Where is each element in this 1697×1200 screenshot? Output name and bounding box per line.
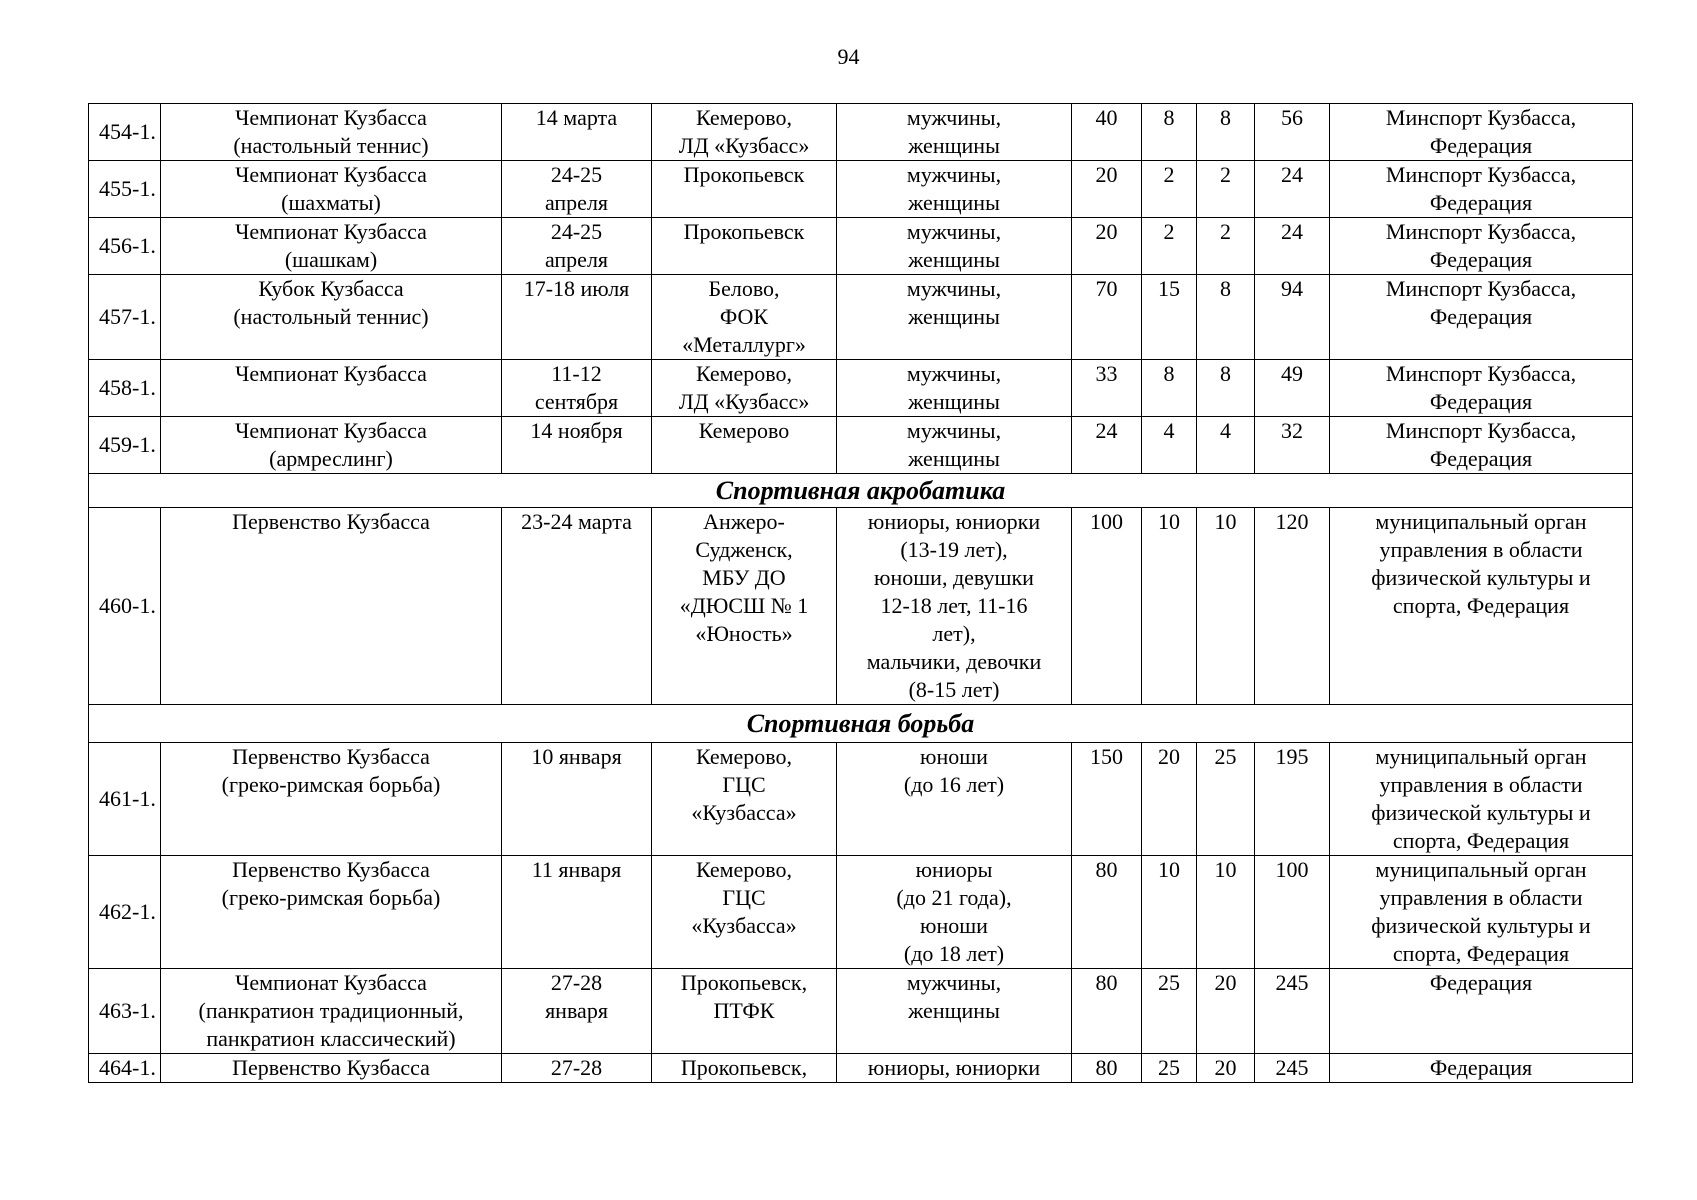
event-name — [161, 104, 502, 161]
event-organizer-line: физической культуры и — [1371, 913, 1591, 938]
event-participants-line: юноши — [920, 913, 988, 938]
count-total: 195 — [1255, 743, 1330, 856]
event-participants-line: (8-15 лет) — [908, 677, 1000, 702]
page-number: 94 — [837, 44, 860, 69]
table-row — [89, 743, 1633, 856]
event-name-line: Первенство Кузбасса — [232, 509, 430, 534]
count-2: 10 — [1142, 508, 1197, 705]
event-number: 454-1. — [89, 104, 161, 161]
count-2: 20 — [1142, 743, 1197, 856]
event-place-line: «Металлург» — [682, 332, 806, 357]
event-organizer-line: физической культуры и — [1371, 565, 1591, 590]
event-participants-line: мальчики, девочки — [866, 649, 1042, 674]
event-name-line: Чемпионат Кузбасса — [235, 162, 427, 187]
event-place-line: ПТФК — [713, 998, 775, 1023]
event-place-line: ГЦС — [722, 772, 766, 797]
event-participants — [837, 218, 1072, 275]
count-2: 15 — [1142, 275, 1197, 360]
event-organizer-line: Минспорт Кузбасса, — [1385, 276, 1577, 301]
event-organizer-line: управления в области — [1379, 537, 1583, 562]
section-title: Спортивная акробатика — [89, 474, 1633, 508]
event-place — [652, 969, 837, 1054]
count-total: 24 — [1255, 218, 1330, 275]
event-place-line: Прокопьевск — [683, 162, 805, 187]
event-number: 462-1. — [89, 856, 161, 969]
event-name — [161, 218, 502, 275]
event-place-line: Кемерово, — [695, 105, 793, 130]
schedule-table — [88, 103, 1633, 1083]
event-place-line: Кемерово, — [695, 744, 793, 769]
table-row — [89, 360, 1633, 417]
event-name-line: Чемпионат Кузбасса — [235, 418, 427, 443]
event-place-line: Прокопьевск — [683, 219, 805, 244]
event-place-line: «Юность» — [695, 621, 793, 646]
count-3: 25 — [1197, 743, 1255, 856]
count-1: 20 — [1072, 161, 1142, 218]
count-total: 56 — [1255, 104, 1330, 161]
event-organizer-line: Федерация — [1429, 970, 1533, 995]
event-place-line: Кемерово, — [695, 361, 793, 386]
count-2: 25 — [1142, 1054, 1197, 1083]
count-total: 245 — [1255, 969, 1330, 1054]
event-name-line: Чемпионат Кузбасса — [235, 105, 427, 130]
event-date — [502, 743, 652, 856]
table-row — [89, 417, 1633, 474]
count-3: 20 — [1197, 1054, 1255, 1083]
event-participants — [837, 856, 1072, 969]
event-participants-line: мужчины, — [906, 361, 1002, 386]
event-place-line: ЛД «Кузбасс» — [678, 133, 810, 158]
count-total: 94 — [1255, 275, 1330, 360]
event-organizer-line: спорта, Федерация — [1392, 593, 1570, 618]
event-place — [652, 508, 837, 705]
event-name-line: (шахматы) — [281, 190, 381, 215]
event-participants-line: юниоры, юниорки — [867, 1055, 1041, 1080]
event-place-line: Анжеро- — [703, 509, 785, 534]
event-organizer-line: управления в области — [1379, 772, 1583, 797]
event-participants-line: лет), — [932, 621, 976, 646]
event-organizer-line: Минспорт Кузбасса, — [1385, 162, 1577, 187]
event-participants — [837, 275, 1072, 360]
event-date — [502, 275, 652, 360]
event-name — [161, 856, 502, 969]
event-participants — [837, 161, 1072, 218]
event-place-line: Кемерово, — [695, 857, 793, 882]
count-2: 2 — [1142, 161, 1197, 218]
event-date-line: января — [545, 998, 608, 1023]
event-participants — [837, 1054, 1072, 1083]
count-total: 32 — [1255, 417, 1330, 474]
event-participants — [837, 969, 1072, 1054]
event-number: 455-1. — [89, 161, 161, 218]
event-organizer-line: Минспорт Кузбасса, — [1385, 219, 1577, 244]
event-participants-line: мужчины, — [906, 276, 1002, 301]
event-date-line: 23-24 марта — [521, 509, 632, 534]
event-participants-line: женщины — [908, 998, 1000, 1023]
count-1: 24 — [1072, 417, 1142, 474]
event-place — [652, 161, 837, 218]
event-organizer — [1330, 508, 1633, 705]
event-name-line: Чемпионат Кузбасса — [235, 219, 427, 244]
event-organizer-line: управления в области — [1379, 885, 1583, 910]
event-participants-line: мужчины, — [906, 970, 1002, 995]
count-1: 40 — [1072, 104, 1142, 161]
event-organizer-line: Минспорт Кузбасса, — [1385, 105, 1577, 130]
event-name-line: (настольный теннис) — [233, 133, 429, 158]
event-organizer-line: Федерация — [1429, 190, 1533, 215]
event-number: 463-1. — [89, 969, 161, 1054]
event-name-line: Первенство Кузбасса — [232, 744, 430, 769]
event-participants-line: мужчины, — [906, 105, 1002, 130]
event-organizer — [1330, 161, 1633, 218]
event-name — [161, 969, 502, 1054]
event-name — [161, 360, 502, 417]
table-row — [89, 161, 1633, 218]
event-place — [652, 104, 837, 161]
event-date — [502, 360, 652, 417]
event-participants-line: женщины — [908, 133, 1000, 158]
event-place-line: «ДЮСШ № 1 — [679, 593, 809, 618]
event-date — [502, 417, 652, 474]
event-place-line: «Кузбасса» — [691, 800, 797, 825]
count-3: 4 — [1197, 417, 1255, 474]
event-date — [502, 856, 652, 969]
event-number: 459-1. — [89, 417, 161, 474]
event-name-line: (греко-римская борьба) — [221, 772, 441, 797]
count-total: 120 — [1255, 508, 1330, 705]
event-organizer — [1330, 856, 1633, 969]
table-row — [89, 218, 1633, 275]
event-organizer-line: Федерация — [1429, 389, 1533, 414]
event-organizer-line: муниципальный орган — [1375, 509, 1587, 534]
event-organizer — [1330, 104, 1633, 161]
event-place — [652, 218, 837, 275]
event-name — [161, 1054, 502, 1083]
event-place — [652, 360, 837, 417]
section-header-row — [89, 705, 1633, 743]
event-place — [652, 743, 837, 856]
event-participants-line: мужчины, — [906, 418, 1002, 443]
table-row — [89, 1054, 1633, 1083]
event-participants — [837, 417, 1072, 474]
event-organizer-line: Федерация — [1429, 304, 1533, 329]
event-organizer-line: Федерация — [1429, 133, 1533, 158]
schedule-body — [89, 104, 1633, 1083]
event-name-line: (греко-римская борьба) — [221, 885, 441, 910]
count-total: 100 — [1255, 856, 1330, 969]
table-row — [89, 275, 1633, 360]
event-date-line: 11 января — [531, 857, 622, 882]
event-number: 458-1. — [89, 360, 161, 417]
count-3: 8 — [1197, 360, 1255, 417]
event-participants-line: юниоры, юниорки — [867, 509, 1041, 534]
event-date — [502, 969, 652, 1054]
table-row — [89, 969, 1633, 1054]
event-participants-line: (13-19 лет), — [900, 537, 1008, 562]
count-total: 245 — [1255, 1054, 1330, 1083]
count-3: 8 — [1197, 275, 1255, 360]
event-date — [502, 218, 652, 275]
event-name — [161, 508, 502, 705]
event-date-line: апреля — [544, 190, 609, 215]
event-participants — [837, 743, 1072, 856]
event-date-line: 27-28 — [550, 1055, 603, 1080]
event-participants-line: юноши — [920, 744, 988, 769]
event-place — [652, 1054, 837, 1083]
event-date-line: 14 марта — [535, 105, 618, 130]
count-3: 2 — [1197, 218, 1255, 275]
count-3: 10 — [1197, 508, 1255, 705]
event-name-line: (настольный теннис) — [233, 304, 429, 329]
count-total: 49 — [1255, 360, 1330, 417]
event-name — [161, 161, 502, 218]
event-place-line: ГЦС — [722, 885, 766, 910]
event-date-line: 11-12 — [551, 361, 602, 386]
count-2: 25 — [1142, 969, 1197, 1054]
event-organizer-line: Федерация — [1429, 1055, 1533, 1080]
event-date-line: сентября — [534, 389, 619, 414]
event-date-line: 24-25 — [550, 219, 603, 244]
count-2: 8 — [1142, 360, 1197, 417]
event-participants-line: женщины — [908, 190, 1000, 215]
event-participants-line: женщины — [908, 304, 1000, 329]
event-place-line: «Кузбасса» — [691, 913, 797, 938]
event-name-line: Первенство Кузбасса — [232, 857, 430, 882]
event-date — [502, 161, 652, 218]
table-row — [89, 508, 1633, 705]
event-organizer — [1330, 743, 1633, 856]
event-place-line: Судженск, — [695, 537, 793, 562]
event-place — [652, 417, 837, 474]
count-1: 70 — [1072, 275, 1142, 360]
event-number: 461-1. — [89, 743, 161, 856]
section-title: Спортивная борьба — [89, 705, 1633, 743]
count-2: 2 — [1142, 218, 1197, 275]
event-participants-line: (до 16 лет) — [903, 772, 1005, 797]
event-organizer — [1330, 1054, 1633, 1083]
count-3: 10 — [1197, 856, 1255, 969]
event-name-line: (шашкам) — [284, 247, 378, 272]
count-1: 80 — [1072, 969, 1142, 1054]
count-3: 20 — [1197, 969, 1255, 1054]
event-date-line: 24-25 — [550, 162, 603, 187]
event-name-line: (армреслинг) — [269, 446, 393, 471]
event-date — [502, 508, 652, 705]
event-participants-line: юноши, девушки — [874, 565, 1034, 590]
event-place-line: ФОК — [719, 304, 769, 329]
event-date-line: 27-28 — [550, 970, 603, 995]
event-name-line: Чемпионат Кузбасса — [235, 970, 427, 995]
event-date-line: 10 января — [531, 744, 622, 769]
event-organizer — [1330, 969, 1633, 1054]
event-organizer-line: Федерация — [1429, 247, 1533, 272]
event-name — [161, 275, 502, 360]
event-name — [161, 417, 502, 474]
event-name-line: (панкратион традиционный, — [198, 998, 464, 1023]
count-1: 80 — [1072, 1054, 1142, 1083]
event-organizer-line: Федерация — [1429, 446, 1533, 471]
event-participants-line: юниоры — [915, 857, 993, 882]
event-name-line: Чемпионат Кузбасса — [235, 361, 427, 386]
count-total: 24 — [1255, 161, 1330, 218]
event-place-line: Прокопьевск, — [680, 1055, 808, 1080]
event-place — [652, 856, 837, 969]
event-organizer-line: физической культуры и — [1371, 800, 1591, 825]
event-organizer — [1330, 218, 1633, 275]
count-1: 20 — [1072, 218, 1142, 275]
event-number: 464-1. — [89, 1054, 161, 1083]
event-name-line: Первенство Кузбасса — [232, 1055, 430, 1080]
event-organizer — [1330, 275, 1633, 360]
section-header-row — [89, 474, 1633, 508]
event-participants — [837, 508, 1072, 705]
event-place — [652, 275, 837, 360]
count-2: 8 — [1142, 104, 1197, 161]
event-organizer-line: спорта, Федерация — [1392, 828, 1570, 853]
count-2: 4 — [1142, 417, 1197, 474]
event-participants-line: (до 21 года), — [896, 885, 1012, 910]
event-organizer-line: Минспорт Кузбасса, — [1385, 418, 1577, 443]
event-participants-line: женщины — [908, 389, 1000, 414]
event-organizer-line: спорта, Федерация — [1392, 941, 1570, 966]
count-3: 2 — [1197, 161, 1255, 218]
count-1: 150 — [1072, 743, 1142, 856]
event-participants — [837, 360, 1072, 417]
event-organizer-line: муниципальный орган — [1375, 744, 1587, 769]
event-participants — [837, 104, 1072, 161]
event-place-line: МБУ ДО — [702, 565, 786, 590]
event-organizer-line: Минспорт Кузбасса, — [1385, 361, 1577, 386]
event-place-line: Прокопьевск, — [680, 970, 808, 995]
event-participants-line: 12-18 лет, 11-16 — [880, 593, 1028, 618]
event-participants-line: мужчины, — [906, 162, 1002, 187]
event-name-line: Кубок Кузбасса — [258, 276, 404, 301]
event-organizer-line: муниципальный орган — [1375, 857, 1587, 882]
event-name-line: панкратион классический) — [206, 1026, 456, 1051]
event-date-line: апреля — [544, 247, 609, 272]
event-participants-line: женщины — [908, 446, 1000, 471]
event-place-line: Кемерово — [698, 418, 790, 443]
count-3: 8 — [1197, 104, 1255, 161]
event-participants-line: (до 18 лет) — [903, 941, 1005, 966]
event-date-line: 17-18 июля — [523, 276, 630, 301]
event-participants-line: мужчины, — [906, 219, 1002, 244]
event-number: 460-1. — [89, 508, 161, 705]
count-1: 100 — [1072, 508, 1142, 705]
event-date-line: 14 ноября — [530, 418, 623, 443]
event-organizer — [1330, 417, 1633, 474]
count-1: 33 — [1072, 360, 1142, 417]
event-date — [502, 104, 652, 161]
table-row — [89, 856, 1633, 969]
table-row — [89, 104, 1633, 161]
count-2: 10 — [1142, 856, 1197, 969]
event-place-line: ЛД «Кузбасс» — [678, 389, 810, 414]
event-participants-line: женщины — [908, 247, 1000, 272]
event-name — [161, 743, 502, 856]
event-number: 457-1. — [89, 275, 161, 360]
event-date — [502, 1054, 652, 1083]
event-organizer — [1330, 360, 1633, 417]
event-place-line: Белово, — [708, 276, 780, 301]
count-1: 80 — [1072, 856, 1142, 969]
event-number: 456-1. — [89, 218, 161, 275]
